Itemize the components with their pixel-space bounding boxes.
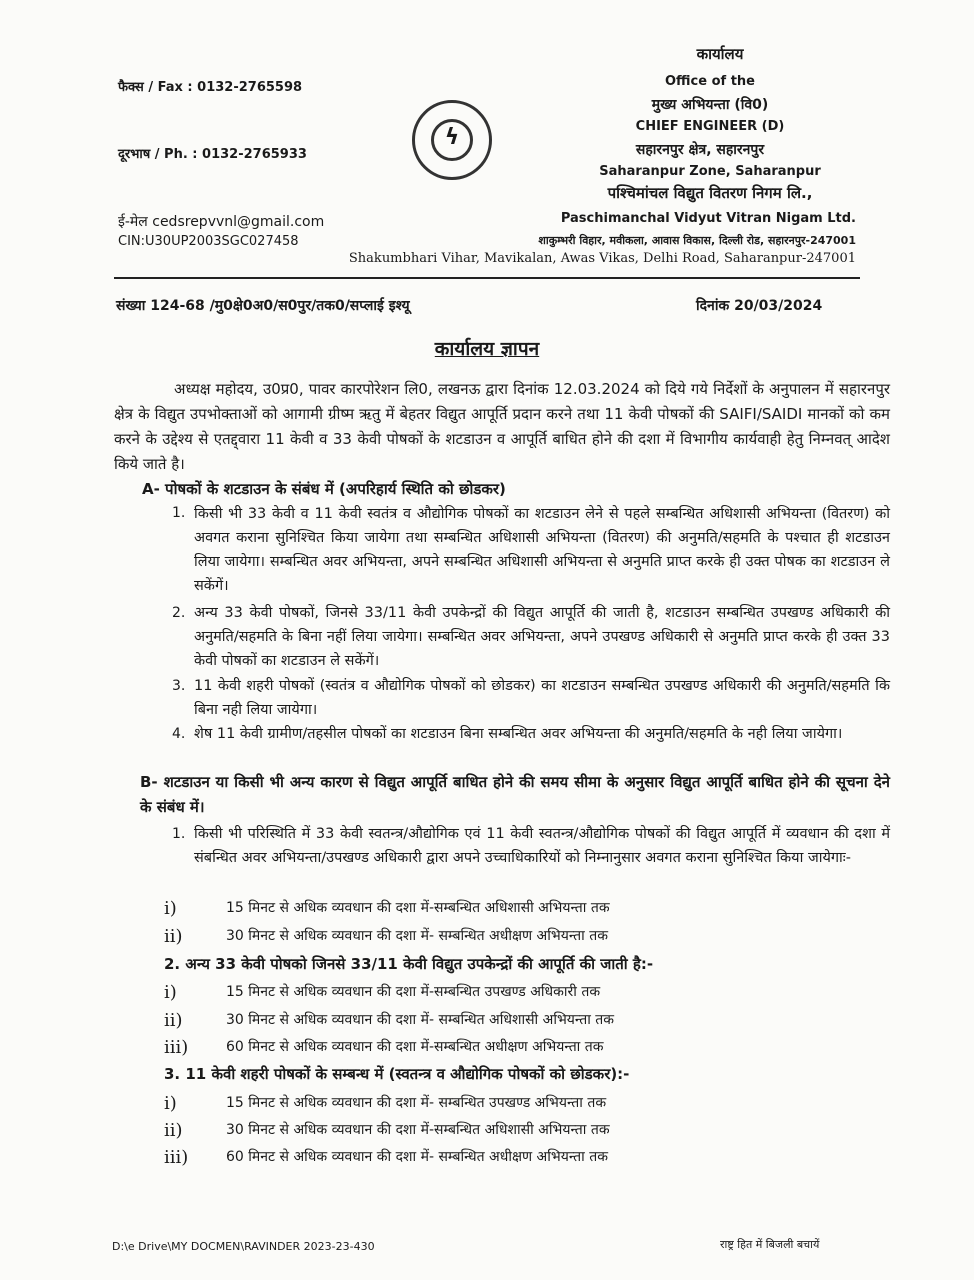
fax-number: 0132-2765598 xyxy=(197,80,303,95)
section-b-subheading: 2. अन्य 33 केवी पोषको जिनसे 33/11 केवी विद्युत उपकेन्द्रों की आपूर्ति की जाती है:- xyxy=(164,955,654,973)
roman-numeral: ii) xyxy=(164,1010,183,1031)
section-a-item: किसी भी 33 केवी व 11 केवी स्वतंत्र व औद्योगिक पोषकों का शटडाउन लेने से पहले सम्बन्धित अधिशासी अभियन्ता (वितरण) को अवगत कराना सुनिश्चित किया जायेगा तथा सम्बन्धित अधिशासी अभियन्ता (वितरण) की अनुमति/सहमति के पश्चात ही शटडाउन लिया जायेगा। सम्बन्धित अवर अभियन्ता, अपने सम्बन्धित अधिशासी अभियन्ता से अनुमति प्राप्त करके ही उक्त पोषक का शटडाउन ले सकेंगें। xyxy=(194,506,890,594)
chief-engineer-hindi: मुख्य अभियन्ता (वि0) xyxy=(651,97,769,113)
memo-title: कार्यालय ज्ञापन xyxy=(434,338,540,360)
address-hindi: शाकुम्भरी विहार, मवीकला, आवास विकास, दिल्ली रोड, सहारनपुर-247001 xyxy=(538,234,856,247)
section-a-item: शेष 11 केवी ग्रामीण/तहसील पोषकों का शटडाउन बिना सम्बन्धित अवर अभियन्ता की अनुमति/सहमति के नही लिया जायेगा। xyxy=(194,726,843,742)
list-item: 30 मिनट से अधिक व्यवधान की दशा में-सम्बन्धित अधिशासी अभियन्ता तक xyxy=(226,1122,610,1138)
intro-paragraph: अध्यक्ष महोदय, उ0प्र0, पावर कारपोरेशन लि0, लखनऊ द्वारा दिनांक 12.03.2024 को दिये गये निर्देशों के अनुपालन में सहारनपुर क्षेत्र के विद्युत उपभोक्ताओं को आगामी ग्रीष्म ऋतु में बेहतर विद्युत आपूर्ति प्रदान करने तथा 11 केवी पोषकों की SAIFI/SAIDI मानकों को कम करने के उद्देश्य से एतद्द्वारा 11 केवी व 33 केवी पोषकों के शटडाउन व आपूर्ति बाधित होने की दशा में विभागीय कार्यवाही हेतु निम्नवत् आदेश किये जाते है। xyxy=(114,380,890,473)
office-of-label: Office of the xyxy=(665,74,755,89)
phone-line xyxy=(118,144,307,162)
fax-line xyxy=(118,77,302,95)
phone-number: 0132-2765933 xyxy=(202,147,307,162)
list-item: 30 मिनट से अधिक व्यवधान की दशा में- सम्बन्धित अधिशासी अभियन्ता तक xyxy=(226,1012,615,1028)
email-address: cedsrepvvnl@gmail.com xyxy=(152,214,325,230)
roman-numeral: i) xyxy=(164,982,177,1003)
cin-number: CIN:U30UP2003SGC027458 xyxy=(118,234,299,249)
address-english: Shakumbhari Vihar, Mavikalan, Awas Vikas, Delhi Road, Saharanpur-247001 xyxy=(348,251,856,266)
section-b-heading: B- शटडाउन या किसी भी अन्य कारण से विद्युत आपूर्ति बाधित होने की समय सीमा के अनुसार विद्युत आपूर्ति बाधित होने की सूचना देने के संबंध में। xyxy=(140,773,890,816)
list-item: 60 मिनट से अधिक व्यवधान की दशा में-सम्बन्धित अधीक्षण अभियन्ता तक xyxy=(226,1039,604,1055)
roman-numeral: iii) xyxy=(164,1037,189,1058)
section-a-item: अन्य 33 केवी पोषकों, जिनसे 33/11 केवी उपकेन्द्रों की विद्युत आपूर्ति की जाती है, शटडाउन सम्बन्धित उपखण्ड अधिकारी की अनुमति/सहमति के बिना नहीं लिया जायेगा। सम्बन्धित अवर अभियन्ता, अपने उपखण्ड अधिकारी से अनुमति प्राप्त करके ही उक्त 33 केवी पोषकों का शटडाउन ले सकेंगें। xyxy=(194,605,890,669)
roman-numeral: i) xyxy=(164,1093,177,1114)
chief-engineer-english: CHIEF ENGINEER (D) xyxy=(635,119,785,134)
roman-numeral: i) xyxy=(164,898,177,919)
section-a-item-number: 1. xyxy=(172,505,186,521)
lightning-icon: ϟ xyxy=(444,125,460,150)
roman-numeral: iii) xyxy=(164,1147,189,1168)
karyalay-label: कार्यालय xyxy=(696,45,744,63)
list-item: 15 मिनट से अधिक व्यवधान की दशा में- सम्बन्धित उपखण्ड अभियन्ता तक xyxy=(226,1095,607,1111)
roman-numeral: ii) xyxy=(164,926,183,947)
section-b-item: किसी भी परिस्थिति में 33 केवी स्वतन्त्र/औद्योगिक एवं 11 केवी स्वतन्त्र/औद्योगिक पोषकों की विद्युत आपूर्ति में व्यवधान की दशा में संबन्धित अवर अभियन्ता/उपखण्ड अधिकारी द्वारा अपने उच्चाधिकारियों को निम्नानुसार अवगत कराना सुनिश्चित किया जायेगाः- xyxy=(194,826,890,866)
company-hindi: पश्चिमांचल विद्युत वितरण निगम लि., xyxy=(607,184,813,202)
section-b-item-number: 1. xyxy=(172,826,186,842)
company-english: Paschimanchal Vidyut Vitran Nigam Ltd. xyxy=(560,211,856,226)
roman-numeral: ii) xyxy=(164,1120,183,1141)
section-a-item: 11 केवी शहरी पोषकों (स्वतंत्र व औद्योगिक पोषकों को छोडकर) का शटडाउन सम्बन्धित उपखण्ड अधिकारी की अनुमति/सहमति कि बिना नही लिया जायेगा। xyxy=(194,678,890,718)
reference-number: संख्या 124-68 /मु0क्षे0अ0/स0पुर/तक0/सप्लाई इश्यू xyxy=(116,298,410,314)
header-divider xyxy=(114,277,860,279)
fax-label: फैक्स / Fax : xyxy=(118,80,193,95)
phone-label: दूरभाष / Ph. : xyxy=(118,147,198,162)
section-b-subheading: 3. 11 केवी शहरी पोषकों के सम्बन्ध में (स्वतन्त्र व औद्योगिक पोषकों को छोडकर):- xyxy=(164,1065,630,1083)
section-a-item-number: 4. xyxy=(172,726,186,742)
list-item: 60 मिनट से अधिक व्यवधान की दशा में- सम्बन्धित अधीक्षण अभियन्ता तक xyxy=(226,1149,608,1165)
company-logo xyxy=(412,100,492,180)
email-line xyxy=(118,212,324,231)
zone-hindi: सहारनपुर क्षेत्र, सहारनपुर xyxy=(635,142,765,158)
gear-emblem-icon xyxy=(431,119,473,161)
list-item: 30 मिनट से अधिक व्यवधान की दशा में- सम्बन्धित अधीक्षण अभियन्ता तक xyxy=(226,928,608,944)
memo-date: दिनांक 20/03/2024 xyxy=(696,298,823,314)
section-a-item-number: 2. xyxy=(172,605,186,621)
section-a-item-number: 3. xyxy=(172,678,186,694)
section-a-heading: A- पोषकों के शटडाउन के संबंध में (अपरिहार्य स्थिति को छोडकर) xyxy=(142,480,506,498)
email-label: ई-मेल xyxy=(118,214,148,230)
list-item: 15 मिनट से अधिक व्यवधान की दशा में-सम्बन्धित अधिशासी अभियन्ता तक xyxy=(226,900,610,916)
list-item: 15 मिनट से अधिक व्यवधान की दशा में-सम्बन्धित उपखण्ड अधिकारी तक xyxy=(226,984,601,1000)
footer-slogan: राष्ट्र हित में बिजली बचायें xyxy=(720,1238,820,1251)
file-path: D:\e Drive\MY DOCMEN\RAVINDER 2023-23-430 xyxy=(112,1240,375,1253)
zone-english: Saharanpur Zone, Saharanpur xyxy=(599,164,821,179)
